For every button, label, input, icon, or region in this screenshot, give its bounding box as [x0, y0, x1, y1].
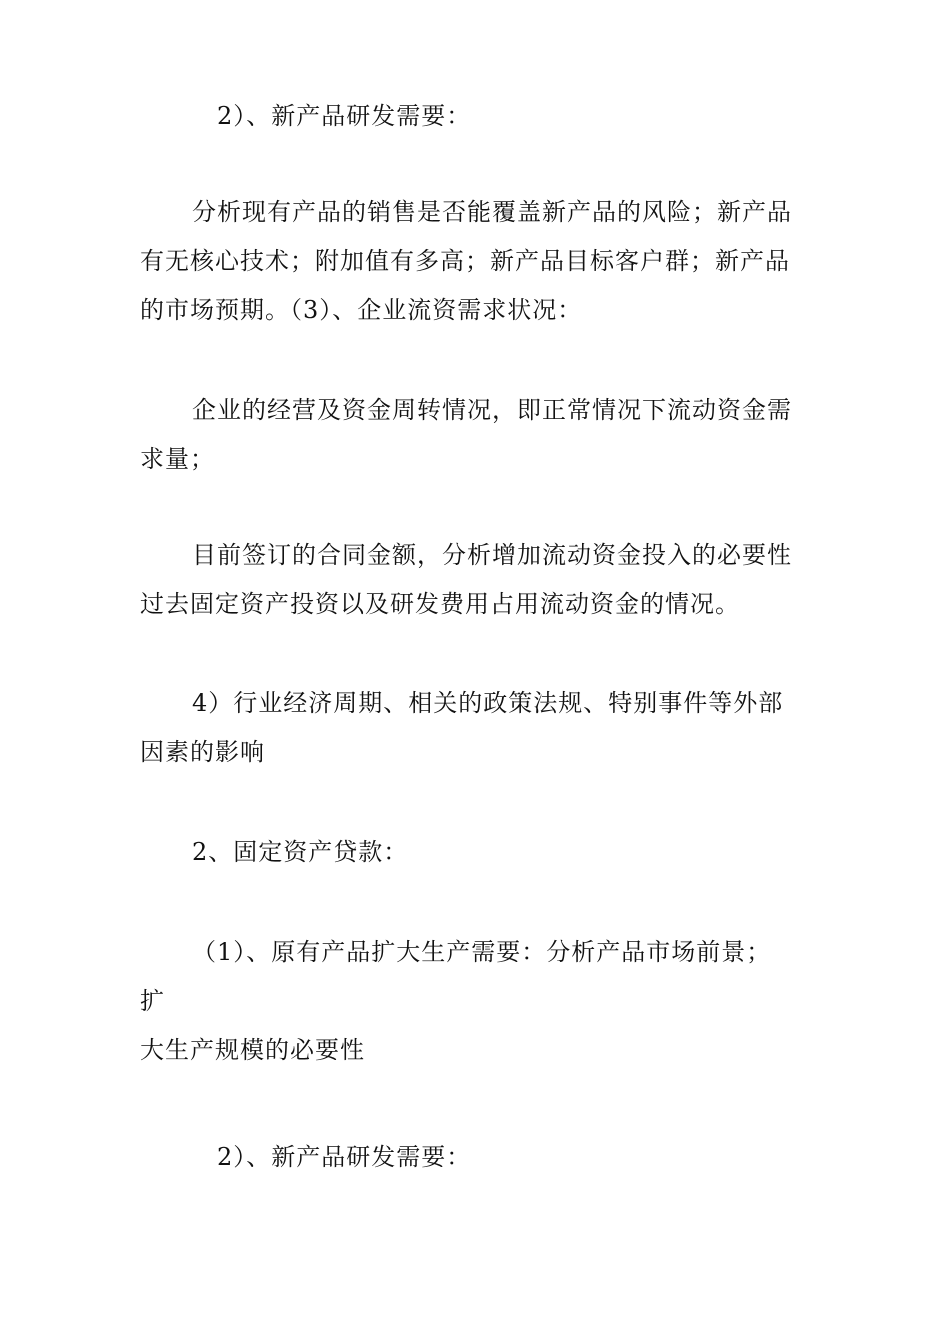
text-line: 4）行业经济周期、相关的政策法规、特别事件等外部 [192, 689, 784, 717]
text-line: （1）、原有产品扩大生产需要：分析产品市场前景； [192, 938, 772, 966]
paragraph-new-product-analysis [140, 188, 808, 335]
text-line: 企业的经营及资金周转情况，即正常情况下流动资金需 [192, 396, 792, 424]
text-line: 大生产规模的必要性 [140, 1036, 365, 1064]
text-line: 有无核心技术；附加值有多高；新产品目标客户群；新产品 [140, 247, 790, 275]
paragraph-new-product-rd-heading-repeat [140, 1133, 808, 1182]
text-line: 因素的影响 [140, 738, 265, 766]
text-line: 2）、新产品研发需要： [217, 102, 472, 130]
text-line: 扩 [140, 987, 165, 1015]
paragraph-new-product-rd-heading [140, 92, 808, 141]
text-line: 2）、新产品研发需要： [217, 1143, 472, 1171]
text-line: 2、固定资产贷款： [192, 838, 409, 866]
paragraph-contract-amount [140, 531, 808, 629]
paragraph-expand-production [140, 928, 808, 1075]
text-line: 求量； [140, 445, 215, 473]
paragraph-working-capital [140, 386, 808, 484]
paragraph-external-factors [140, 679, 808, 777]
text-line: 分析现有产品的销售是否能覆盖新产品的风险；新产品 [192, 198, 792, 226]
text-line: 的市场预期。（3）、企业流资需求状况： [140, 296, 583, 324]
text-line: 目前签订的合同金额，分析增加流动资金投入的必要性 [192, 541, 792, 569]
paragraph-fixed-asset-loan-heading [140, 828, 808, 877]
text-line: 过去固定资产投资以及研发费用占用流动资金的情况。 [140, 590, 740, 618]
